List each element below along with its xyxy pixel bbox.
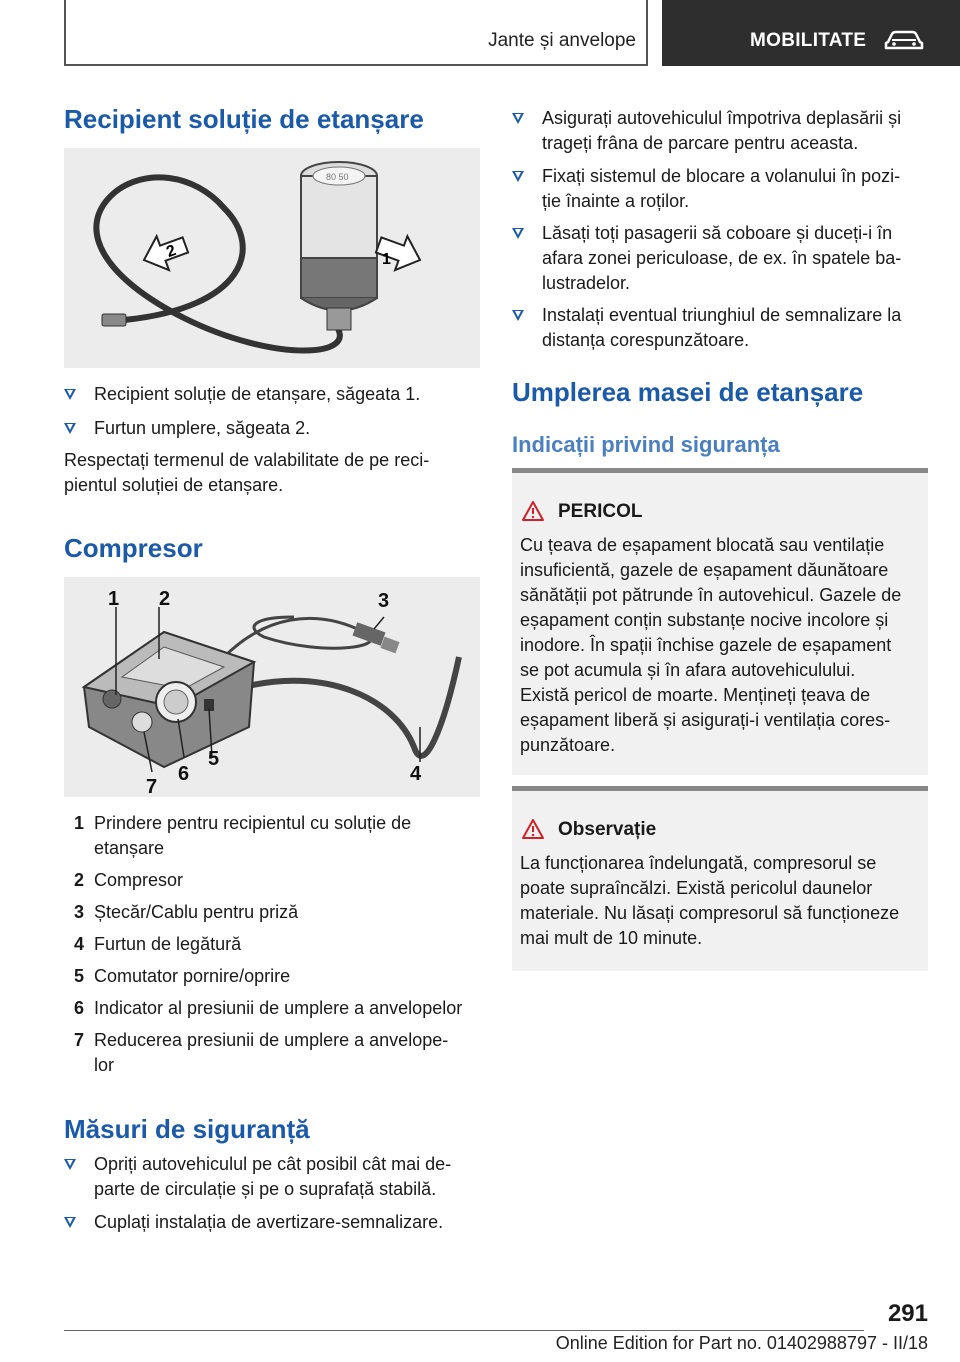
triangle-bullet-icon — [512, 228, 524, 239]
header-chapter-label: MOBILITATE — [750, 30, 867, 51]
page-number: 291 — [887, 1300, 928, 1327]
arrow-2-icon — [138, 228, 192, 277]
list-item: Furtun umplere, săgeata 2. — [64, 416, 480, 441]
callout-6: 6 — [178, 763, 190, 785]
list-item: Lăsați toți pasagerii să coboare și duceți-i în afara zonei periculoase, de ex. în spatele ba- lustradelor. — [512, 221, 928, 296]
edition-note: Online Edition for Part no. 01402988797 - II/18 — [555, 1333, 928, 1353]
list-item: 7 Reducerea presiunii de umplere a anvelope- lor — [73, 1030, 449, 1075]
header-rule-bottom — [64, 64, 648, 66]
list-item: Opriți autovehiculul pe cât posibil cât mai de- parte de circulație și pe o suprafață stabilă. — [64, 1152, 480, 1202]
triangle-bullet-icon — [512, 113, 524, 124]
triangle-bullet-icon — [64, 1217, 76, 1228]
list-item: Fixați sistemul de blocare a volanului în pozi- ție înainte a roților. — [512, 164, 928, 214]
header-rule-right — [646, 0, 648, 66]
arrow-1-icon — [372, 228, 426, 277]
car-icon — [884, 28, 924, 52]
list-item: 4 Furtun de legătură — [73, 934, 242, 954]
list-item: 6 Indicator al presiunii de umplere a anvelopelor — [73, 998, 463, 1018]
section-title-safety: Măsuri de siguranță — [64, 1114, 310, 1144]
footer-rule — [64, 1330, 864, 1331]
danger-title: PERICOL — [558, 501, 643, 522]
triangle-bullet-icon — [64, 389, 76, 400]
callout-4: 4 — [410, 763, 422, 785]
bottle-dial-text: 80 50 — [326, 172, 349, 182]
list-item: Cuplați instalația de avertizare-semnalizare. — [64, 1210, 480, 1235]
callout-2: 2 — [159, 588, 171, 610]
subsection-title-safety-notes: Indicații privind siguranța — [512, 432, 780, 457]
warning-triangle-icon — [522, 819, 544, 839]
callout-1: 1 — [108, 588, 120, 610]
arrow-1-label: 1 — [382, 251, 391, 268]
compressor-illustration — [64, 577, 480, 797]
triangle-bullet-icon — [512, 171, 524, 182]
danger-text: Cu țeava de eșapament blocată sau ventilație insuficientă, gazele de eșapament dăunătoare sănătății pot pătrunde în autovehicul. Gazele de eșapament conțin substanțe nocive incolore și inodore. În spații închise gazele de eșapament se pot acumula și în afara autovehiculului. Există pericol de moarte. Mențineți țeava de eșapament liberă și asigurați-i ventilația cores- punzătoare. — [520, 535, 902, 755]
list-item: 1 Prindere pentru recipientul cu soluție de etanșare — [73, 813, 412, 858]
list-item: 5 Comutator pornire/oprire — [73, 966, 291, 986]
svg-text:2: 2 — [164, 242, 179, 262]
callout-5: 5 — [208, 748, 220, 770]
expiry-note: Respectați termenul de valabilitate de pe reci- pientul soluției de etanșare. — [64, 450, 430, 495]
section-title-filling: Umplerea masei de etanșare — [512, 377, 864, 407]
section-title-sealant: Recipient soluție de etanșare — [64, 104, 424, 134]
header-chapter-tab[interactable] — [662, 0, 960, 66]
list-item: Asigurați autovehiculul împotriva deplasării și trageți frâna de parcare pentru aceasta. — [512, 106, 928, 156]
sealant-container-figure — [64, 148, 480, 368]
note-title: Observație — [558, 819, 657, 840]
list-item: 3 Ștecăr/Cablu pentru priză — [73, 902, 299, 922]
compressor-figure — [64, 577, 480, 797]
sealant-container-illustration — [64, 148, 480, 368]
note-box — [512, 786, 928, 971]
list-item: 2 Compresor — [73, 870, 184, 890]
section-title-compressor: Compresor — [64, 533, 203, 563]
note-text: La funcționarea îndelungată, compresorul se poate supraîncălzi. Există pericolul daunelor materiale. Nu lăsați compresorul să funcționeze mai mult de 10 minute. — [520, 853, 900, 948]
triangle-bullet-icon — [512, 310, 524, 321]
triangle-bullet-icon — [64, 1159, 76, 1170]
list-item: Recipient soluție de etanșare, săgeata 1. — [64, 382, 480, 407]
callout-7: 7 — [146, 776, 158, 797]
header-section-title: Jante și anvelope — [488, 30, 636, 51]
callout-3: 3 — [378, 590, 390, 612]
header-rule-left — [64, 0, 66, 66]
danger-box — [512, 468, 928, 775]
warning-triangle-icon — [522, 501, 544, 521]
triangle-bullet-icon — [64, 423, 76, 434]
list-item: Instalați eventual triunghiul de semnalizare la distanța corespunzătoare. — [512, 303, 928, 353]
